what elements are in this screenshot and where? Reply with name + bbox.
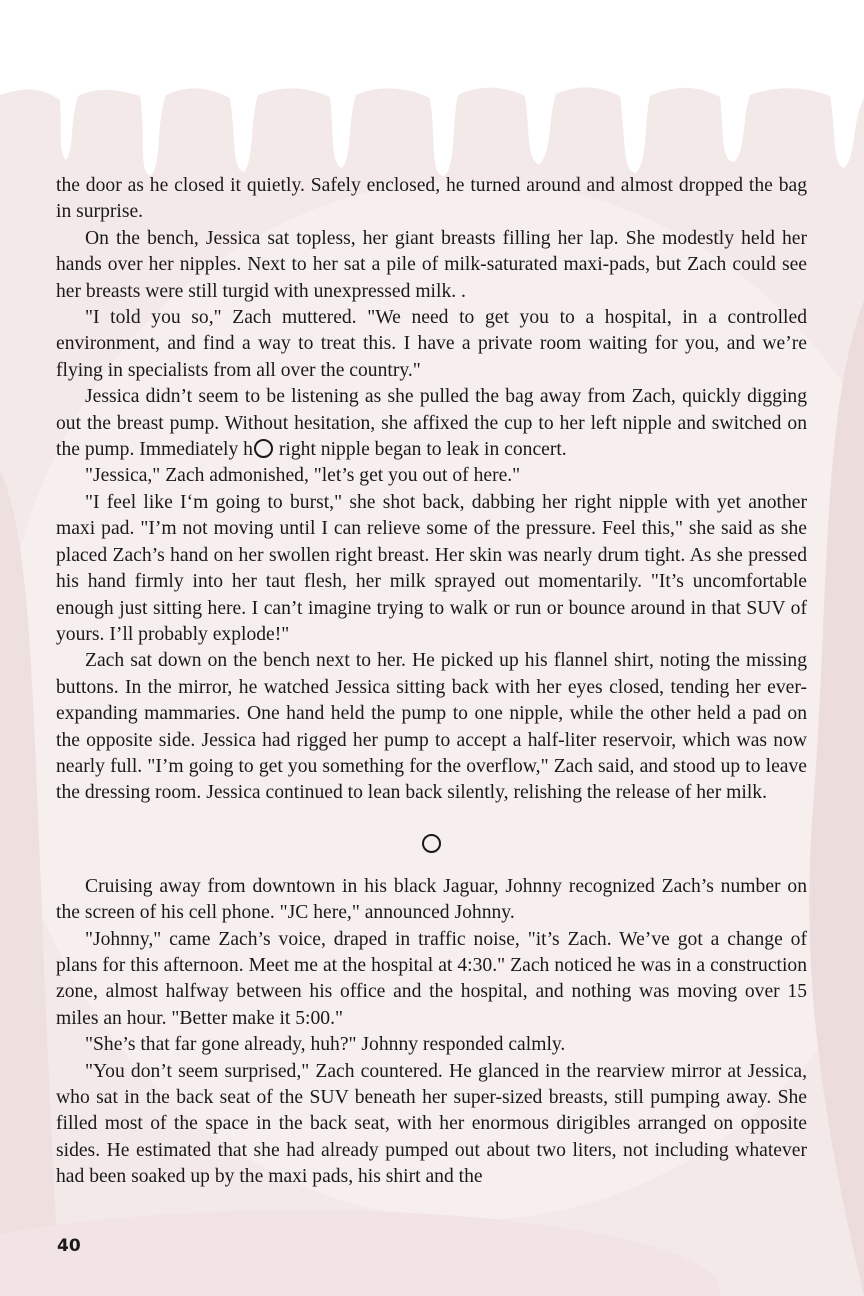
paragraph: "Jessica," Zach admonished, "let’s get you out of here." [85, 465, 521, 487]
paragraph: "Johnny," came Zach’s voice, draped in traffic noise, "it’s Zach. We’ve got a change of plans for this afternoon. Meet me at the hospital at 4:30." Zach noticed he was in a construction zone, almost halfway between his office and the hospital, and nothing was moving over 15 miles an hour. "Better make it 5:00." [56, 928, 807, 1029]
paragraph [56, 384, 807, 463]
paragraph: "I told you so," Zach muttered. "We need to get you to a hospital, in a controlled environment, and find a way to treat this. I have a private room waiting for you, and we’re flying in specialists from all over the country." [56, 307, 807, 381]
body-text [56, 173, 807, 1191]
paragraph: On the bench, Jessica sat topless, her giant breasts filling her lap. She modestly held her hands over her nipples. Next to her sat a pile of milk-saturated maxi-pads, but Zach could see her breasts were still turgid with unexpressed milk. . [56, 227, 807, 302]
paragraph: Cruising away from downtown in his black Jaguar, Johnny recognized Zach’s number on the screen of his cell phone. "JC here," announced Johnny. [56, 875, 807, 924]
paragraph: "She’s that far gone already, huh?" Johnny responded calmly. [85, 1034, 566, 1056]
paragraph: "I feel like I‘m going to burst," she shot back, dabbing her right nipple with yet another maxi pad. "I’m not moving until I can relieve some of the pressure. Feel this," she said as she placed Zach’s hand on her swollen right breast. Her skin was nearly drum tight. As she pressed his hand firmly into her taut flesh, her milk sprayed out momentarily. "It’s uncomfortable enough just sitting here. I can’t imagine trying to walk or run or bounce around in that SUV of yours. I’ll probably explode!" [56, 491, 807, 645]
scene-break-circle-icon [422, 834, 441, 853]
paragraph: the door as he closed it quietly. Safely enclosed, he turned around and almost dropped the bag in surprise. [56, 175, 807, 223]
paragraph-text: Jessica didn’t seem to be listening as she pulled the bag away from Zach, quickly digging out the breast pump. Without hesitation, she affixed the cup to her left nipple and switched on the pump. Immediately h [56, 386, 807, 461]
page-number: 40 [57, 1236, 81, 1256]
paragraph-text: right nipple began to leak in concert. [273, 439, 567, 461]
paragraph: "You don’t seem surprised," Zach countered. He glanced in the rearview mirror at Jessica, who sat in the back seat of the SUV beneath her super-sized breasts, still pumping away. She filled most of the space in the back seat, with her enormous dirigibles arranged on opposite sides. He estimated that she had already pumped out about two liters, not including whatever had been soaked up by the maxi pads, his shirt and the [56, 1060, 807, 1188]
paragraph: Zach sat down on the bench next to her. He picked up his flannel shirt, noting the missing buttons. In the mirror, he watched Jessica sitting back with her eyes closed, tending her ever-expanding mammaries. One hand held the pump to one nipple, while the other held a pad on the opposite side. Jessica had rigged her pump to accept a half-liter reservoir, which was now nearly full. "I’m going to get you something for the overflow," Zach said, and stood up to leave the dressing room. Jessica continued to lean back silently, relishing the release of her milk. [56, 650, 807, 804]
circle-icon [254, 439, 273, 458]
